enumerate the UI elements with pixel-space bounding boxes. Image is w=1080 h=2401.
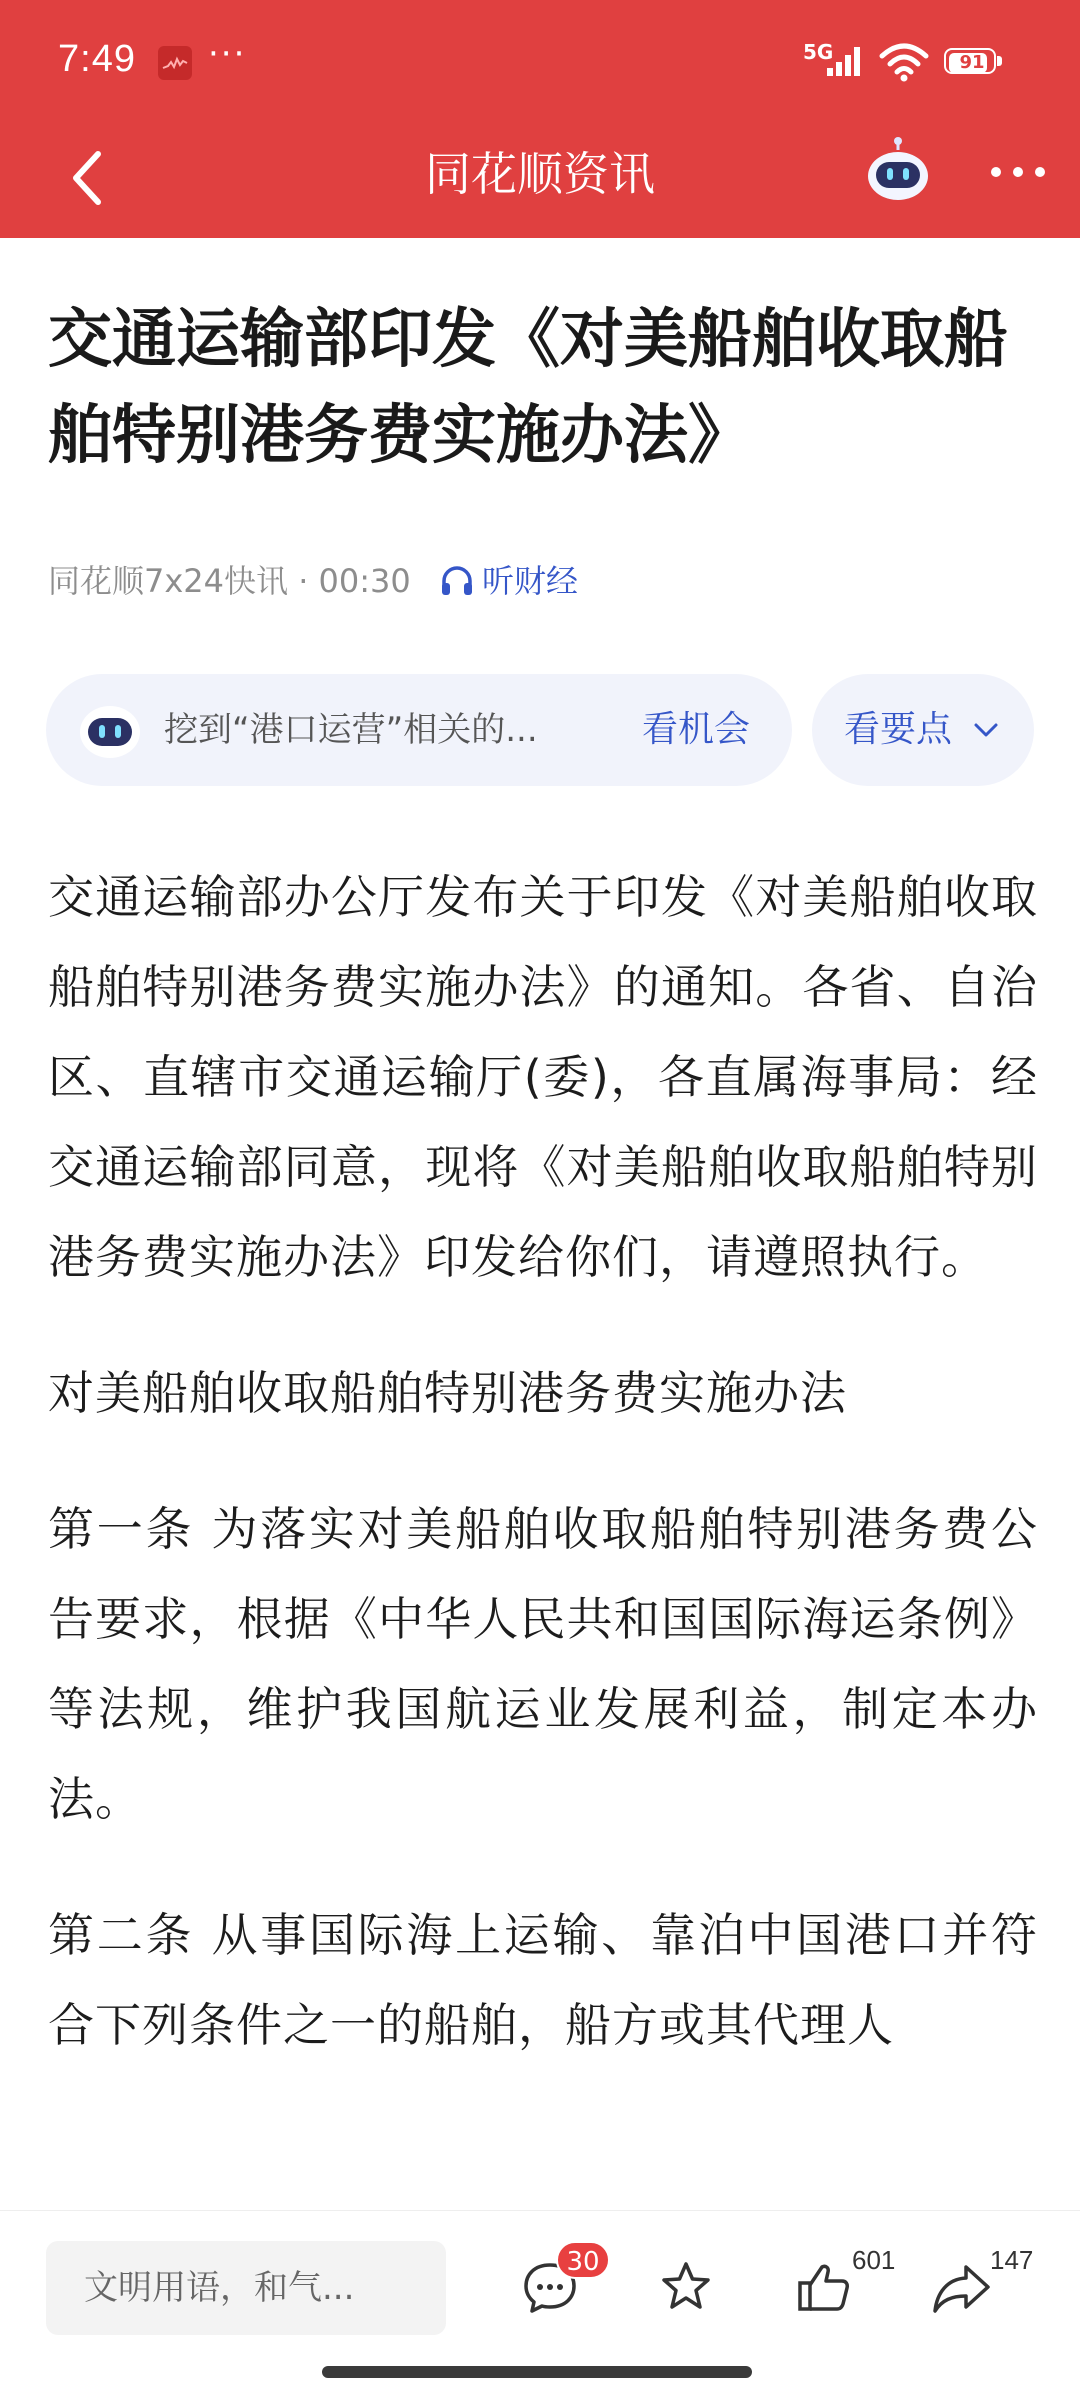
- see-opportunity-button[interactable]: 看机会: [642, 709, 751, 750]
- ai-assistant-button[interactable]: [862, 136, 934, 208]
- wifi-icon: [878, 42, 930, 82]
- comment-count-badge: 30: [556, 2241, 610, 2279]
- notification-icon: [158, 46, 192, 80]
- ai-insight-text: 挖到“港口运营”相关的...: [164, 710, 538, 750]
- home-indicator[interactable]: [322, 2366, 752, 2378]
- article-body: [48, 852, 1038, 2116]
- key-points-button[interactable]: [812, 674, 1034, 786]
- more-icon: [988, 150, 1048, 194]
- favorite-button[interactable]: [656, 2241, 726, 2335]
- robot-icon: [862, 136, 934, 208]
- share-count: 147: [990, 2245, 1034, 2275]
- page-title: 同花顺资讯: [425, 147, 655, 201]
- status-bar: [0, 0, 1080, 120]
- article-source: 同花顺7x24快讯 · 00:30: [48, 562, 411, 600]
- article-paragraph: 交通运输部办公厅发布关于印发《对美船舶收取船舶特别港务费实施办法》的通知。各省、自治区、直辖市交通运输厅(委)，各直属海事局：经交通运输部同意，现将《对美船舶收取船舶特别港务费实施办法》印发给你们，请遵照执行。: [48, 870, 1038, 1284]
- article-paragraph: 第二条 从事国际海上运输、靠泊中国港口并符合下列条件之一的船舶，船方或其代理人: [48, 1908, 1038, 2052]
- robot-icon: [76, 696, 144, 764]
- signal-icon: [825, 44, 865, 78]
- battery-level-text: 91: [959, 52, 985, 73]
- article-title: 交通运输部印发《对美船舶收取船舶特别港务费实施办法》: [48, 303, 1008, 473]
- network-label: 5G: [803, 40, 834, 64]
- listen-label: 听财经: [482, 562, 579, 600]
- article-paragraph: 对美船舶收取船舶特别港务费实施办法: [48, 1366, 847, 1420]
- headphones-icon: [440, 565, 474, 597]
- ai-insight-banner[interactable]: [46, 674, 792, 786]
- comment-button[interactable]: [520, 2241, 600, 2335]
- article-paragraph: 第一条 为落实对美船舶收取船舶特别港务费公告要求，根据《中华人民共和国国际海运条例》等法规，维护我国航运业发展利益，制定本办法。: [48, 1502, 1038, 1826]
- like-count: 601: [852, 2245, 896, 2275]
- status-more-dots: ···: [208, 34, 247, 74]
- nav-bar: [0, 120, 1080, 238]
- like-button[interactable]: [794, 2241, 904, 2335]
- comment-input[interactable]: [46, 2241, 446, 2335]
- status-time: 7:49: [58, 38, 136, 80]
- star-icon: [656, 2257, 716, 2317]
- chevron-down-icon: [972, 716, 1000, 744]
- more-options-button[interactable]: [988, 150, 1048, 194]
- key-points-label: 看要点: [844, 709, 953, 750]
- app-header: [0, 0, 1080, 238]
- battery-icon: [944, 48, 1004, 76]
- comment-placeholder: 文明用语，和气...: [84, 2268, 355, 2308]
- thumbs-up-icon: [794, 2257, 854, 2317]
- share-icon: [930, 2257, 994, 2317]
- share-button[interactable]: [930, 2241, 1040, 2335]
